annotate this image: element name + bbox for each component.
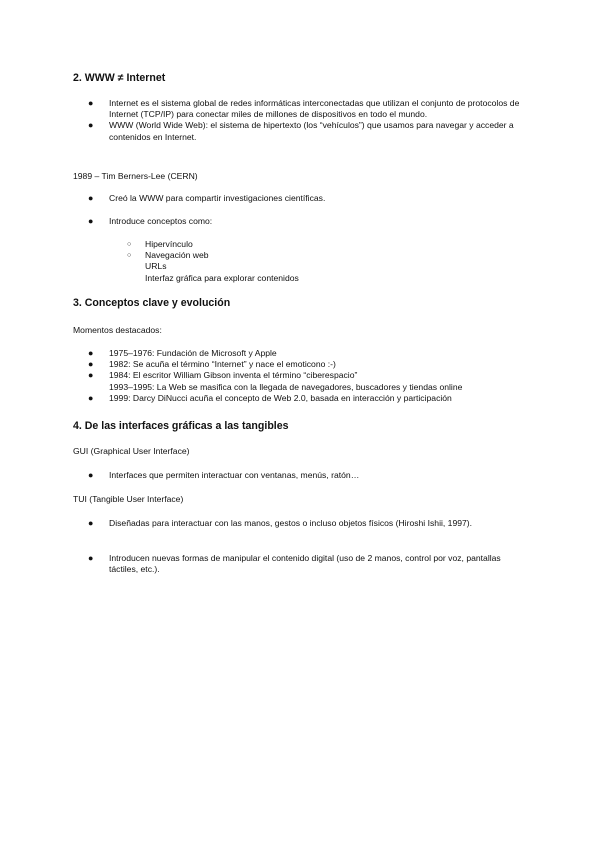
list-item-text: Diseñadas para interactuar con las manos, gestos o incluso objetos físicos (Hiroshi Ishii, 1997). [109, 518, 473, 528]
section-heading: 3. Conceptos clave y evolución [73, 297, 231, 309]
list-item [0, 393, 600, 404]
tui-label: TUI (Tangible User Interface) [73, 494, 184, 504]
list-item [0, 359, 600, 370]
list-item [0, 120, 600, 142]
list-item-text: Introducen nuevas formas de manipular el contenido digital (uso de 2 manos, control por voz, pantallas táctiles, etc.). [109, 553, 501, 575]
list-item-text: WWW (World Wide Web): el sistema de hipertexto (los “vehículos”) que usamos para navegar y acceder a contenidos en Internet. [109, 120, 514, 142]
sub-list [0, 239, 600, 284]
bullet-list [0, 553, 600, 575]
circle-bullet-icon: ○ [127, 241, 132, 248]
list-item-text: 1984: El escritor William Gibson inventa el término “ciberespacio” [109, 370, 358, 381]
list-item-text: Interfaces que permiten interactuar con ventanas, menús, ratón… [109, 470, 360, 480]
bullet-icon: ● [88, 216, 94, 226]
bullet-icon: ● [88, 553, 94, 563]
intro-text: Momentos destacados: [73, 325, 162, 335]
bullet-list [0, 518, 600, 529]
sub-list-item [0, 261, 600, 272]
list-item-text: Internet es el sistema global de redes informáticas interconectadas que utilizan el conjunto de protocolos de Internet (TCP/IP) para conectar miles de millones de dispositivos en todo el mundo. [109, 98, 520, 120]
list-item [0, 370, 600, 392]
list-item [0, 193, 600, 204]
list-item [0, 518, 600, 529]
bullet-icon: ● [88, 518, 94, 528]
list-item-text: 1993–1995: La Web se masifica con la llegada de navegadores, buscadores y tiendas online [109, 381, 463, 392]
list-item [0, 470, 600, 481]
circle-bullet-icon: ○ [127, 252, 132, 260]
sub-list-item-text: URLs [145, 261, 167, 272]
list-item-text: Introduce conceptos como: [109, 216, 213, 226]
year-line: 1989 – Tim Berners-Lee (CERN) [73, 171, 198, 181]
bullet-list [0, 216, 600, 227]
bullet-list [0, 193, 600, 204]
sub-list-item [0, 250, 600, 261]
bullet-icon: ● [88, 348, 94, 358]
bullet-icon: ● [88, 470, 94, 480]
bullet-list [0, 470, 600, 481]
sub-list-item [0, 239, 600, 250]
bullet-icon: ● [88, 193, 94, 203]
bullet-icon: ● [88, 392, 94, 403]
bullet-icon: ● [88, 120, 94, 131]
list-item [0, 98, 600, 120]
list-item-text: 1982: Se acuña el término “Internet” y nace el emoticono :-) [109, 359, 336, 370]
bullet-list [0, 348, 600, 404]
list-item-text: 1999: Darcy DiNucci acuña el concepto de Web 2.0, basada en interacción y participación [109, 392, 452, 403]
bullet-icon: ● [88, 359, 94, 370]
list-item [0, 553, 600, 575]
sub-list-item-text: Navegación web [145, 250, 209, 261]
sub-list-item-text: Hipervínculo [145, 239, 193, 249]
gui-label: GUI (Graphical User Interface) [73, 446, 190, 456]
section-heading: 2. WWW ≠ Internet [73, 72, 166, 84]
section-heading: 4. De las interfaces gráficas a las tangibles [73, 420, 289, 432]
bullet-icon: ● [88, 98, 94, 108]
list-item [0, 348, 600, 359]
sub-list-item [0, 273, 600, 284]
bullet-icon: ● [88, 370, 94, 381]
sub-list-item-text: Interfaz gráfica para explorar contenidos [145, 272, 299, 283]
list-item [0, 216, 600, 227]
list-item-text: Creó la WWW para compartir investigaciones científicas. [109, 193, 326, 203]
bullet-list [0, 98, 600, 143]
list-item-text: 1975–1976: Fundación de Microsoft y Apple [109, 348, 277, 358]
